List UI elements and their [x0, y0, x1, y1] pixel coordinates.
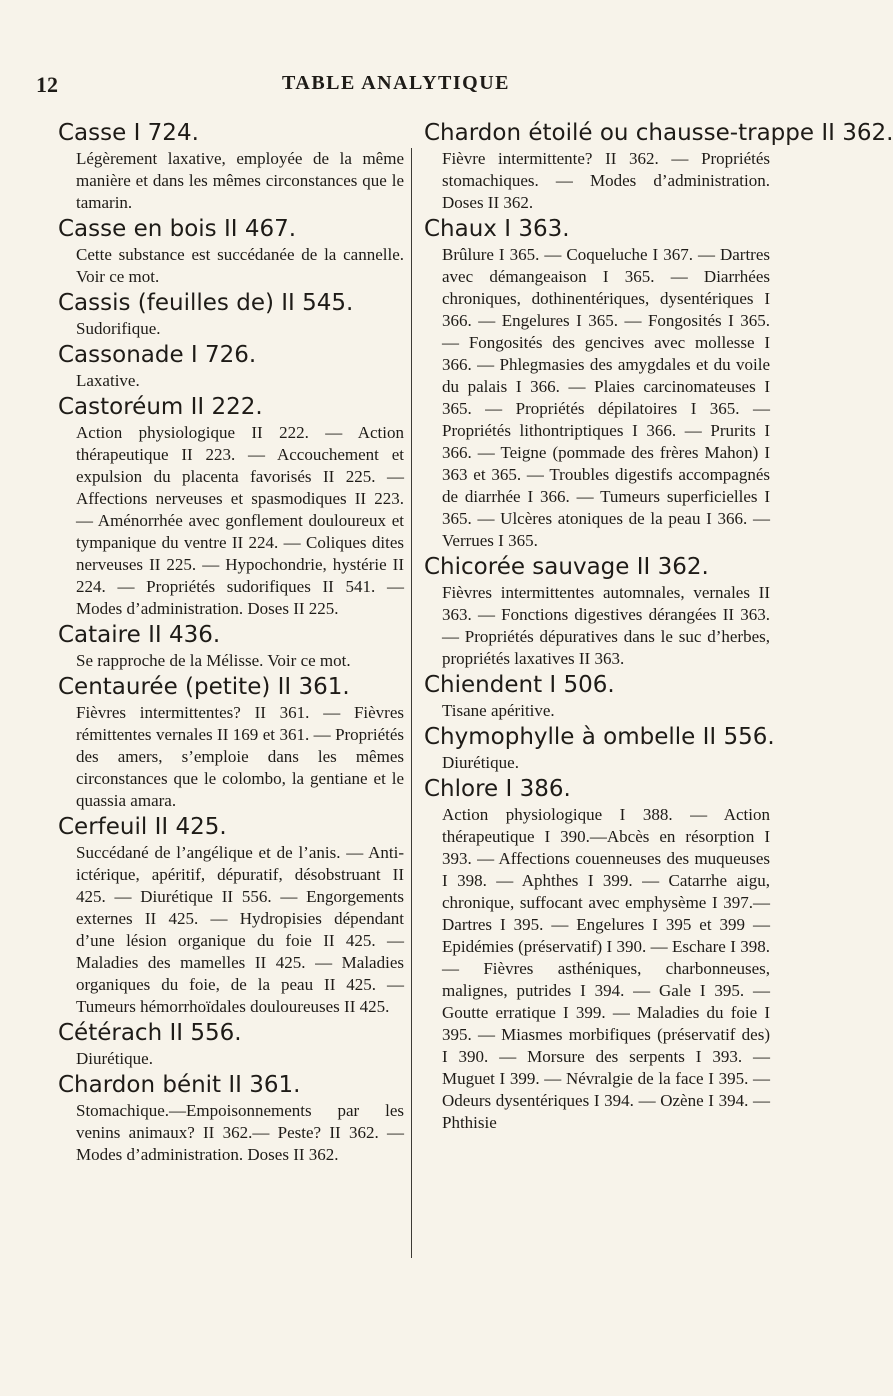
page-header: [36, 72, 756, 112]
entry-text: Légèrement laxative, employée de la même manière et dans les mêmes circonstances que le tamarin.: [76, 149, 404, 212]
entry-headword: Cerfeuil II 425.: [58, 814, 227, 840]
entry-headword: Cassonade I 726.: [58, 342, 257, 368]
entry-text: Diurétique.: [442, 753, 519, 772]
entry-text: Sudorifique.: [76, 319, 161, 338]
entry-text: Diurétique.: [76, 1049, 153, 1068]
entry-text: Action physiologique II 222. — Action thérapeutique II 223. — Accouchement et expulsion du placenta favorisés II 225. — Affections nerveuses et spasmodiques II 223. — Aménorrhée avec gonflement douloureux et tympanique du ventre II 224. — Coliques dites nerveuses II 225. — Hypochondrie, hystérie II 224. — Propriétés sudorifiques II 541. — Modes d’administration. Doses II 225.: [76, 423, 404, 618]
entry-headword: Castoréum II 222.: [58, 394, 263, 420]
entry-text: Brûlure I 365. — Coqueluche I 367. — Dartres avec démangeaison I 365. — Diarrhées chroniques, dothinentériques, dysentériques I 366. — Engelures I 365. — Fongosités I 365. — Fongosités des gencives avec mollesse I 366. — Phlegmasies des amygdales et du voile du palais I 366. — Plaies carcinomateuses I 365. — Propriétés dépilatoires I 365. — Propriétés lithontriptiques I 366. — Prurits I 366. — Teigne (pommade des frères Mahon) I 363 et 365. — Troubles digestifs accompagnés de diarrhée I 366. — Tumeurs superficielles I 365. — Ulcères atoniques de la peau I 366. — Verrues I 365.: [442, 245, 770, 550]
entry-headword: Cassis (feuilles de) II 545.: [58, 290, 354, 316]
index-entry: [424, 724, 775, 774]
entry-headword: Casse en bois II 467.: [58, 216, 297, 242]
index-entry: [58, 120, 404, 214]
entry-text: Se rapproche de la Mélisse. Voir ce mot.: [76, 651, 351, 670]
entry-headword: Chlore I 386.: [424, 776, 571, 802]
index-entry: [58, 622, 404, 672]
index-entry: [424, 776, 770, 1134]
entry-text: Fièvres intermittentes? II 361. — Fièvres rémittentes vernales II 169 et 361. — Propriétés des amers, s’emploie dans les mêmes circonstances que le colombo, la gentiane et le quassia amara.: [76, 703, 404, 810]
entry-headword: Chaux I 363.: [424, 216, 570, 242]
index-entry: [58, 1020, 404, 1070]
index-entry: [58, 394, 404, 620]
index-entry: [424, 216, 770, 552]
entry-headword: Chicorée sauvage II 362.: [424, 554, 709, 580]
entry-text: Laxative.: [76, 371, 140, 390]
entry-text: Stomachique.—Empoisonnements par les venins animaux? II 362.— Peste? II 362. — Modes d’administration. Doses II 362.: [76, 1101, 404, 1164]
index-entry: [58, 674, 404, 812]
entry-text: Action physiologique I 388. — Action thérapeutique I 390.—Abcès en résorption I 393. — Affections couenneuses des muqueuses I 398. — Aphthes I 399. — Catarrhe aigu, chronique, suffocant avec emphysème I 397.—Dartres I 395. — Engelures I 395 et 399 — Epidémies (préservatif) I 390. — Eschare I 398. — Fièvres asthéniques, charbonneuses, malignes, putrides I 394. — Gale I 395. — Goutte erratique I 399. — Maladies du foie I 395. — Miasmes morbifiques (préservatif des) I 390. — Morsure des serpents I 393. — Muguet I 399. — Névralgie de la face I 395. — Odeurs dysentériques I 394. — Ozène I 394. — Phthisie: [442, 805, 770, 1132]
index-entry: [58, 342, 404, 392]
entry-headword: Cataire II 436.: [58, 622, 221, 648]
index-entry: [58, 290, 404, 340]
entry-headword: Chardon étoilé ou chausse-trappe II 362.: [424, 120, 893, 146]
right-column: [424, 120, 893, 1270]
page-number: 12: [36, 72, 58, 97]
entry-text: Cette substance est succédanée de la cannelle. Voir ce mot.: [76, 245, 404, 286]
entry-text: Succédané de l’angélique et de l’anis. — Anti-ictérique, apéritif, dépuratif, désobstruant II 425. — Diurétique II 556. — Engorgements externes II 425. — Hydropisies dépendant d’une lésion organique du foie II 425. — Maladies des mamelles II 425. — Maladies organiques du foie, de la peau II 425. — Tumeurs hémorrhoïdales douloureuses II 425.: [76, 843, 404, 1016]
index-entry: [424, 672, 770, 722]
left-column: [58, 120, 404, 1270]
entry-headword: Centaurée (petite) II 361.: [58, 674, 350, 700]
entry-text: Fièvres intermittentes automnales, vernales II 363. — Fonctions digestives dérangées II 363. — Propriétés dépuratives dans le suc d’herbes, propriétés laxatives II 363.: [442, 583, 770, 668]
index-entry: [58, 1072, 404, 1166]
index-entry: [58, 814, 404, 1018]
entry-headword: Chymophylle à ombelle II 556.: [424, 724, 775, 750]
entry-text: Tisane apéritive.: [442, 701, 555, 720]
entry-headword: Chiendent I 506.: [424, 672, 615, 698]
running-title: TABLE ANALYTIQUE: [282, 72, 510, 94]
entry-text: Fièvre intermittente? II 362. — Propriétés stomachiques. — Modes d’administration. Doses II 362.: [442, 149, 770, 212]
index-entry: [58, 216, 404, 288]
index-entry: [424, 120, 893, 214]
entry-headword: Casse I 724.: [58, 120, 199, 146]
entry-headword: Cétérach II 556.: [58, 1020, 242, 1046]
column-divider: [411, 148, 412, 1258]
index-entry: [424, 554, 770, 670]
entry-headword: Chardon bénit II 361.: [58, 1072, 301, 1098]
